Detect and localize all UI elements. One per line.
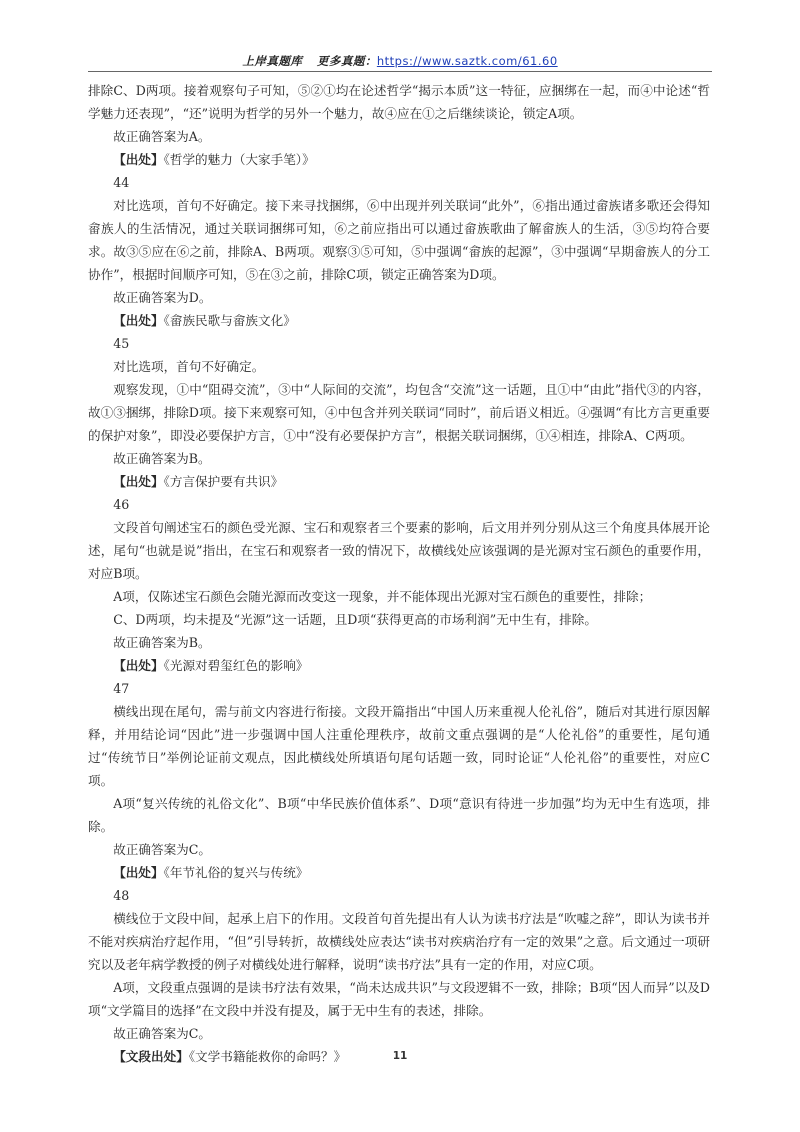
paragraph (88, 907, 710, 976)
paragraph-text: 故正确答案为B。 (113, 451, 211, 466)
paragraph-text: 排除C、D两项。接着观察句子可知，⑤②①均在论述哲学“揭示本质”这一特征，应捆绑在一起，而④中论述“哲学魅力还表现”，“还”说明为哲学的另外一个魅力，故④应在①之后继续谈论，锁定A项。 (88, 83, 710, 121)
question-number (88, 884, 710, 907)
paragraph-text: 《文学书籍能救你的命吗？》 (188, 1049, 347, 1064)
paragraph-text: 故正确答案为B。 (113, 635, 211, 650)
paragraph-text: 横线位于文段中间，起承上启下的作用。文段首句首先提出有人认为读书疗法是“吹嘘之辞”，即认为读书并不能对疾病治疗起作用，“但”引导转折，故横线处应表达“读书对疾病治疗有一定的效果”之意。后文通过一项研究以及老年病学教授的例子对横线处进行解释，说明“读书疗法”具有一定的作用，对应C项。 (88, 911, 710, 972)
source-line (88, 470, 710, 493)
question-number (88, 493, 710, 516)
paragraph-text: 文段首句阐述宝石的颜色受光源、宝石和观察者三个要素的影响，后文用并列分别从这三个角度具体展开论述，尾句“也就是说”指出，在宝石和观察者一致的情况下，故横线处应该强调的是光源对宝石颜色的重要作用，对应B项。 (88, 520, 710, 581)
paragraph-text: 对比选项，首句不好确定。接下来寻找捆绑，⑥中出现并列关联词“此外”，⑥指出通过畲族诸多歌还会得知畲族人的生活情况，通过关联词捆绑可知，⑥之前应指出可以通过畲族歌曲了解畲族人的生活，③⑤均符合要求。故③⑤应在⑥之前，排除A、B两项。观察③⑤可知，⑤中强调“畲族的起源”，③中强调“早期畲族人的分工协作”，根据时间顺序可知，⑤在③之前，排除C项，锁定正确答案为D项。 (88, 198, 710, 282)
paragraph (88, 516, 710, 585)
paragraph-text: 《光源对碧玺红色的影响》 (163, 658, 309, 673)
source-label: 【文段出处】 (113, 1049, 189, 1064)
url-label: 更多真题： (316, 54, 377, 68)
paragraph-text: A项，文段重点强调的是读书疗法有效果，“尚未达成共识”与文段逻辑不一致，排除；B项“因人而异”以及D项“文学篇目的选择”在文段中并没有提及，属于无中生有的表述，排除。 (88, 980, 710, 1018)
paragraph (88, 79, 710, 125)
site-url-link[interactable]: https://www.saztk.com/61.60 (376, 54, 558, 68)
paragraph (88, 631, 710, 654)
source-label: 【出处】 (113, 152, 164, 167)
paragraph (88, 125, 710, 148)
paragraph-text: A项“复兴传统的礼俗文化”、B项“中华民族价值体系”、D项“意识有待进一步加强”均为无中生有选项，排除。 (88, 796, 710, 834)
paragraph-text: 44 (113, 175, 130, 190)
question-number (88, 677, 710, 700)
paragraph (88, 355, 710, 378)
paragraph-text: A项，仅陈述宝石颜色会随光源而改变这一现象，并不能体现出光源对宝石颜色的重要性，排除； (113, 589, 652, 604)
paragraph (88, 700, 710, 792)
page-number: 11 (392, 1050, 408, 1062)
paragraph-text: 《年节礼俗的复兴与传统》 (163, 865, 309, 880)
source-line (88, 654, 710, 677)
paragraph (88, 378, 710, 447)
page-header (88, 53, 712, 69)
paragraph (88, 286, 710, 309)
paragraph (88, 585, 710, 608)
paragraph-text: 观察发现，①中“阻碍交流”，③中“人际间的交流”，均包含“交流”这一话题，且①中“由此”指代③的内容，故①③捆绑，排除D项。接下来观察可知，④中包含并列关联词“同时”，前后语义相近。④强调“有比方言更重要的保护对象”，即没必要保护方言，①中“没有必要保护方言”，根据关联词捆绑，①④相连，排除A、C两项。 (88, 382, 710, 443)
source-line (88, 861, 710, 884)
paragraph (88, 792, 710, 838)
paragraph-text: 《哲学的魅力（大家手笔）》 (163, 152, 315, 167)
source-line (88, 309, 710, 332)
paragraph-text: 《畲族民歌与畲族文化》 (163, 313, 296, 328)
paragraph (88, 447, 710, 470)
header-divider (88, 71, 712, 72)
source-label: 【出处】 (113, 474, 164, 489)
source-label: 【出处】 (113, 313, 164, 328)
paragraph-text: 47 (113, 681, 130, 696)
paragraph-text: 故正确答案为C。 (113, 842, 211, 857)
paragraph-text: 故正确答案为D。 (113, 290, 212, 305)
paragraph-text: 对比选项，首句不好确定。 (113, 359, 265, 374)
source-label: 【出处】 (113, 658, 164, 673)
paragraph (88, 838, 710, 861)
paragraph-text: 故正确答案为C。 (113, 1026, 211, 1041)
paragraph (88, 1022, 710, 1045)
paragraph (88, 194, 710, 286)
question-number (88, 332, 710, 355)
source-line (88, 148, 710, 171)
paragraph-text: 故正确答案为A。 (113, 129, 211, 144)
site-name: 上岸真题库 (242, 54, 303, 68)
source-label: 【出处】 (113, 865, 164, 880)
paragraph-text: 横线出现在尾句，需与前文内容进行衔接。文段开篇指出“中国人历来重视人伦礼俗”，随后对其进行原因解释，并用结论词“因此”进一步强调中国人注重伦理秩序，故前文重点强调的是“人伦礼俗”的重要性，尾句通过“传统节日”举例论证前文观点，因此横线处所填语句尾句话题一致，同时论证“人伦礼俗”的重要性，对应C项。 (88, 704, 710, 788)
question-number (88, 171, 710, 194)
paragraph-text: 46 (113, 497, 130, 512)
document-body (88, 79, 710, 1068)
paragraph (88, 976, 710, 1022)
paragraph-text: 《方言保护要有共识》 (163, 474, 284, 489)
paragraph-text: 48 (113, 888, 130, 903)
paragraph-text: 45 (113, 336, 130, 351)
paragraph-text: C、D两项，均未提及“光源”这一话题，且D项“获得更高的市场利润”无中生有，排除。 (113, 612, 597, 627)
paragraph (88, 608, 710, 631)
